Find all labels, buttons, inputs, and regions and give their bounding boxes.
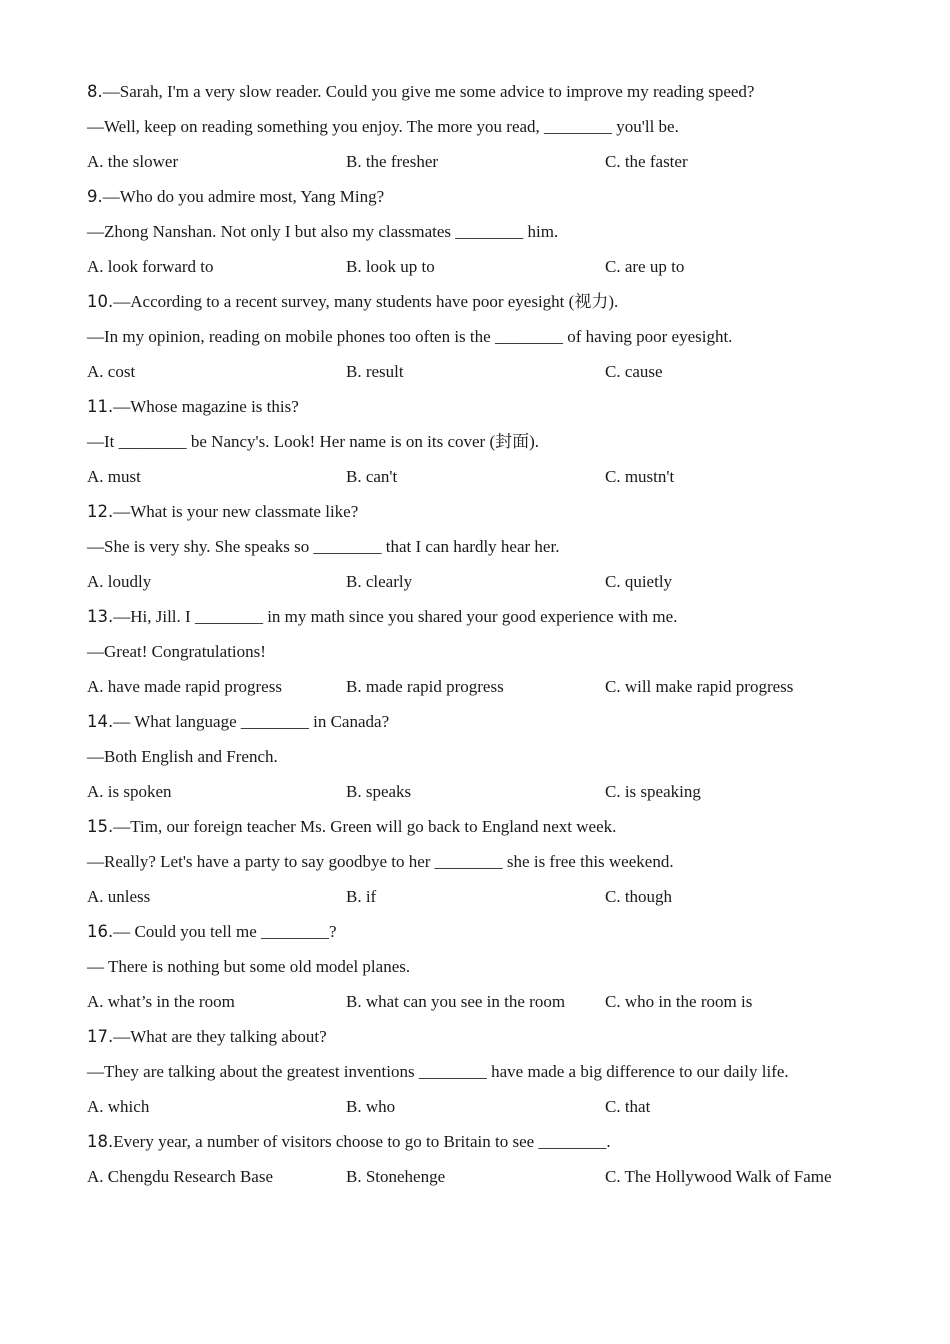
answer-options	[87, 564, 887, 599]
answer-options	[87, 144, 887, 179]
question-response: —Well, keep on reading something you enjoy. The more you read, ________ you'll be.	[87, 117, 679, 136]
question-text: —Hi, Jill. I ________ in my math since you shared your good experience with me.	[113, 607, 678, 626]
option-a: A. cost	[87, 362, 136, 381]
option-a: A. unless	[87, 887, 151, 906]
question-prompt	[87, 494, 887, 529]
question-prompt	[87, 1019, 887, 1054]
option-b: B. the fresher	[346, 152, 439, 171]
question-prompt	[87, 914, 887, 949]
option-a: A. the slower	[87, 152, 179, 171]
option-a: A. loudly	[87, 572, 152, 591]
question-prompt	[87, 284, 887, 319]
question-prompt	[87, 704, 887, 739]
question-number: 11.	[87, 397, 114, 416]
question-11	[87, 389, 887, 494]
option-c: C. mustn't	[605, 467, 675, 486]
question-text: —What are they talking about?	[113, 1027, 327, 1046]
question-text: —Whose magazine is this?	[113, 397, 299, 416]
option-a: A. have made rapid progress	[87, 677, 282, 696]
question-number: 9.	[87, 187, 103, 206]
option-c: C. quietly	[605, 572, 673, 591]
question-prompt	[87, 809, 887, 844]
question-response: —Great! Congratulations!	[87, 642, 266, 661]
question-number: 15.	[87, 817, 114, 836]
option-b: B. result	[346, 362, 404, 381]
answer-options	[87, 669, 887, 704]
question-13	[87, 599, 887, 704]
question-response: —They are talking about the greatest inventions ________ have made a big difference to our daily life.	[87, 1062, 789, 1081]
question-text: —What is your new classmate like?	[113, 502, 359, 521]
answer-options	[87, 879, 887, 914]
question-number: 8.	[87, 82, 103, 101]
question-prompt	[87, 74, 887, 109]
question-response: —Really? Let's have a party to say goodbye to her ________ she is free this weekend.	[87, 852, 674, 871]
question-8	[87, 74, 887, 179]
answer-options	[87, 774, 887, 809]
question-16	[87, 914, 887, 1019]
question-text: —Who do you admire most, Yang Ming?	[102, 187, 385, 206]
question-response: — There is nothing but some old model planes.	[87, 957, 411, 976]
question-text: Every year, a number of visitors choose to go to Britain to see ________.	[113, 1132, 611, 1151]
question-number: 13.	[87, 607, 114, 626]
question-prompt	[87, 599, 887, 634]
option-a: A. is spoken	[87, 782, 172, 801]
answer-options	[87, 354, 887, 389]
question-12	[87, 494, 887, 599]
answer-options	[87, 459, 887, 494]
question-number: 16.	[87, 922, 114, 941]
option-c: C. though	[605, 887, 673, 906]
answer-options	[87, 1159, 887, 1194]
question-response: —In my opinion, reading on mobile phones too often is the ________ of having poor eyesight.	[87, 327, 733, 346]
option-b: B. can't	[346, 467, 398, 486]
question-text: —According to a recent survey, many students have poor eyesight (视力).	[113, 292, 619, 311]
question-14	[87, 704, 887, 809]
question-15	[87, 809, 887, 914]
option-c: C. is speaking	[605, 782, 701, 801]
option-a: A. what’s in the room	[87, 992, 235, 1011]
question-number: 12.	[87, 502, 114, 521]
question-response: —Zhong Nanshan. Not only I but also my classmates ________ him.	[87, 222, 559, 241]
option-c: C. who in the room is	[605, 992, 753, 1011]
question-10	[87, 284, 887, 389]
question-prompt	[87, 389, 887, 424]
question-text: — Could you tell me ________?	[113, 922, 337, 941]
option-a: A. look forward to	[87, 257, 214, 276]
option-a: A. Chengdu Research Base	[87, 1167, 274, 1186]
option-b: B. made rapid progress	[346, 677, 504, 696]
option-b: B. clearly	[346, 572, 413, 591]
option-b: B. look up to	[346, 257, 435, 276]
option-c: C. will make rapid progress	[605, 677, 794, 696]
option-b: B. speaks	[346, 782, 412, 801]
option-b: B. what can you see in the room	[346, 992, 566, 1011]
question-18	[87, 1124, 887, 1194]
question-prompt	[87, 1124, 887, 1159]
question-number: 17.	[87, 1027, 114, 1046]
option-c: C. that	[605, 1097, 651, 1116]
option-c: C. cause	[605, 362, 663, 381]
question-text: —Sarah, I'm a very slow reader. Could you give me some advice to improve my reading speed?	[102, 82, 755, 101]
question-17	[87, 1019, 887, 1124]
option-c: C. The Hollywood Walk of Fame	[605, 1167, 832, 1186]
question-prompt	[87, 179, 887, 214]
option-b: B. Stonehenge	[346, 1167, 446, 1186]
question-response: —Both English and French.	[87, 747, 278, 766]
answer-options	[87, 984, 887, 1019]
question-response: —It ________ be Nancy's. Look! Her name is on its cover (封面).	[87, 432, 540, 451]
option-c: C. are up to	[605, 257, 685, 276]
question-9	[87, 179, 887, 284]
worksheet	[87, 74, 887, 1194]
option-c: C. the faster	[605, 152, 688, 171]
question-response: —She is very shy. She speaks so ________ that I can hardly hear her.	[87, 537, 560, 556]
answer-options	[87, 249, 887, 284]
question-number: 18.	[87, 1132, 114, 1151]
question-number: 14.	[87, 712, 114, 731]
option-a: A. which	[87, 1097, 150, 1116]
option-a: A. must	[87, 467, 141, 486]
question-text: —Tim, our foreign teacher Ms. Green will go back to England next week.	[113, 817, 617, 836]
question-number: 10.	[87, 292, 114, 311]
option-b: B. who	[346, 1097, 396, 1116]
option-b: B. if	[346, 887, 377, 906]
answer-options	[87, 1089, 887, 1124]
question-text: — What language ________ in Canada?	[113, 712, 390, 731]
